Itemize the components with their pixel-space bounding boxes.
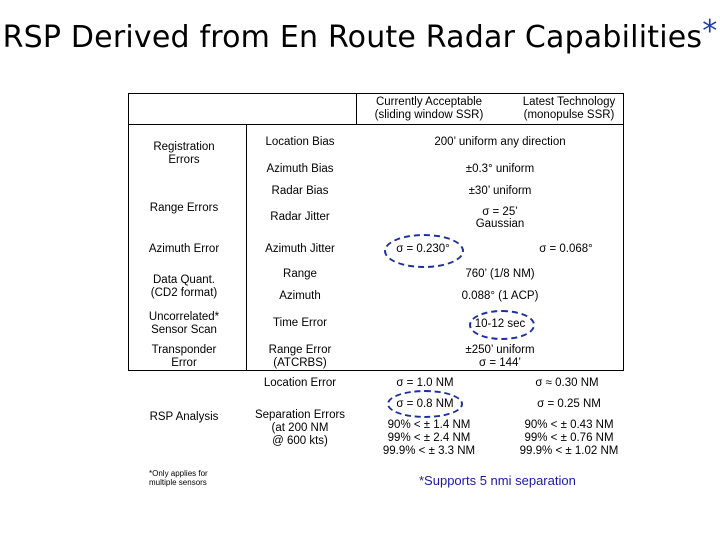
category-registration-line1: Registration [153, 141, 215, 153]
header-latest-line1: Latest Technology [522, 96, 616, 108]
param-divider [356, 93, 357, 124]
param-separation-line3: @ 600 kts) [272, 435, 328, 447]
value-range-error-line1: ±250’ uniform [465, 344, 535, 356]
param-range-error-line1: Range Error [268, 344, 332, 356]
value-separation-pct-current-2: 99% < ± 2.4 NM [387, 432, 471, 444]
category-registration-line2: Errors [168, 154, 200, 166]
value-location-error-latest: σ ≈ 0.30 NM [535, 377, 599, 389]
category-uncorrelated-line2: Sensor Scan [151, 324, 217, 336]
value-azimuth-jitter-current: σ = 0.230° [396, 243, 450, 255]
header-current-line2: (sliding window SSR) [374, 109, 484, 121]
value-radar-bias: ±30’ uniform [468, 185, 532, 197]
category-data-quant-line2: (CD2 format) [150, 287, 218, 299]
slide-title: RSP Derived from En Route Radar Capabilities* [2, 14, 718, 55]
table-separator [128, 124, 624, 125]
param-azimuth-bias: Azimuth Bias [266, 163, 334, 175]
param-range: Range [283, 268, 317, 280]
value-separation-pct-current-1: 90% < ± 1.4 NM [387, 419, 471, 431]
value-radar-jitter-line1: σ = 25’ [482, 206, 518, 218]
category-azimuth-error: Azimuth Error [148, 243, 220, 255]
header-current-line1: Currently Acceptable [375, 96, 483, 108]
value-separation-pct-latest-3: 99.9% < ± 1.02 NM [519, 445, 619, 457]
highlight-azimuth-jitter [384, 234, 464, 268]
param-radar-bias: Radar Bias [271, 185, 329, 197]
header-latest-line2: (monopulse SSR) [523, 109, 615, 121]
param-separation-line2: (at 200 NM [271, 422, 329, 434]
value-range-error-line2: σ = 144’ [479, 357, 521, 369]
value-location-error-current: σ = 1.0 NM [396, 377, 454, 389]
category-divider [246, 124, 247, 371]
support-note: *Supports 5 nmi separation [419, 473, 576, 488]
value-separation-sigma-latest: σ = 0.25 NM [537, 398, 601, 410]
value-radar-jitter-line2: Gaussian [475, 218, 525, 230]
value-azimuth: 0.088° (1 ACP) [461, 290, 539, 302]
title-asterisk: * [702, 14, 718, 49]
value-separation-pct-latest-1: 90% < ± 0.43 NM [524, 419, 614, 431]
value-separation-pct-latest-2: 99% < ± 0.76 NM [524, 432, 614, 444]
category-transponder-line1: Transponder [151, 344, 217, 356]
category-range-errors: Range Errors [149, 202, 219, 214]
highlight-separation-sigma [387, 390, 463, 418]
param-time-error: Time Error [273, 317, 327, 329]
value-time-error: 10-12 sec [474, 318, 526, 330]
highlight-time-error [469, 310, 535, 340]
category-rsp-analysis: RSP Analysis [149, 411, 219, 423]
value-location-bias: 200’ uniform any direction [434, 136, 566, 148]
value-range: 760’ (1/8 NM) [465, 268, 535, 280]
category-transponder-line2: Error [171, 357, 197, 369]
footnote-line2: multiple sensors [149, 478, 207, 487]
footnote-line1: *Only applies for [149, 469, 208, 478]
value-azimuth-jitter-latest: σ = 0.068° [539, 243, 593, 255]
value-azimuth-bias: ±0.3° uniform [465, 163, 535, 175]
param-separation-line1: Separation Errors [254, 409, 346, 421]
param-location-error: Location Error [263, 377, 337, 389]
category-data-quant-line1: Data Quant. [152, 274, 216, 286]
value-separation-pct-current-3: 99.9% < ± 3.3 NM [382, 445, 476, 457]
category-uncorrelated-line1: Uncorrelated* [148, 311, 220, 323]
param-range-error-line2: (ATCRBS) [273, 357, 327, 369]
value-separation-sigma-current: σ = 0.8 NM [396, 398, 454, 410]
param-radar-jitter: Radar Jitter [270, 211, 330, 223]
param-azimuth-jitter: Azimuth Jitter [265, 243, 335, 255]
param-location-bias: Location Bias [265, 136, 335, 148]
param-azimuth: Azimuth [279, 290, 321, 302]
